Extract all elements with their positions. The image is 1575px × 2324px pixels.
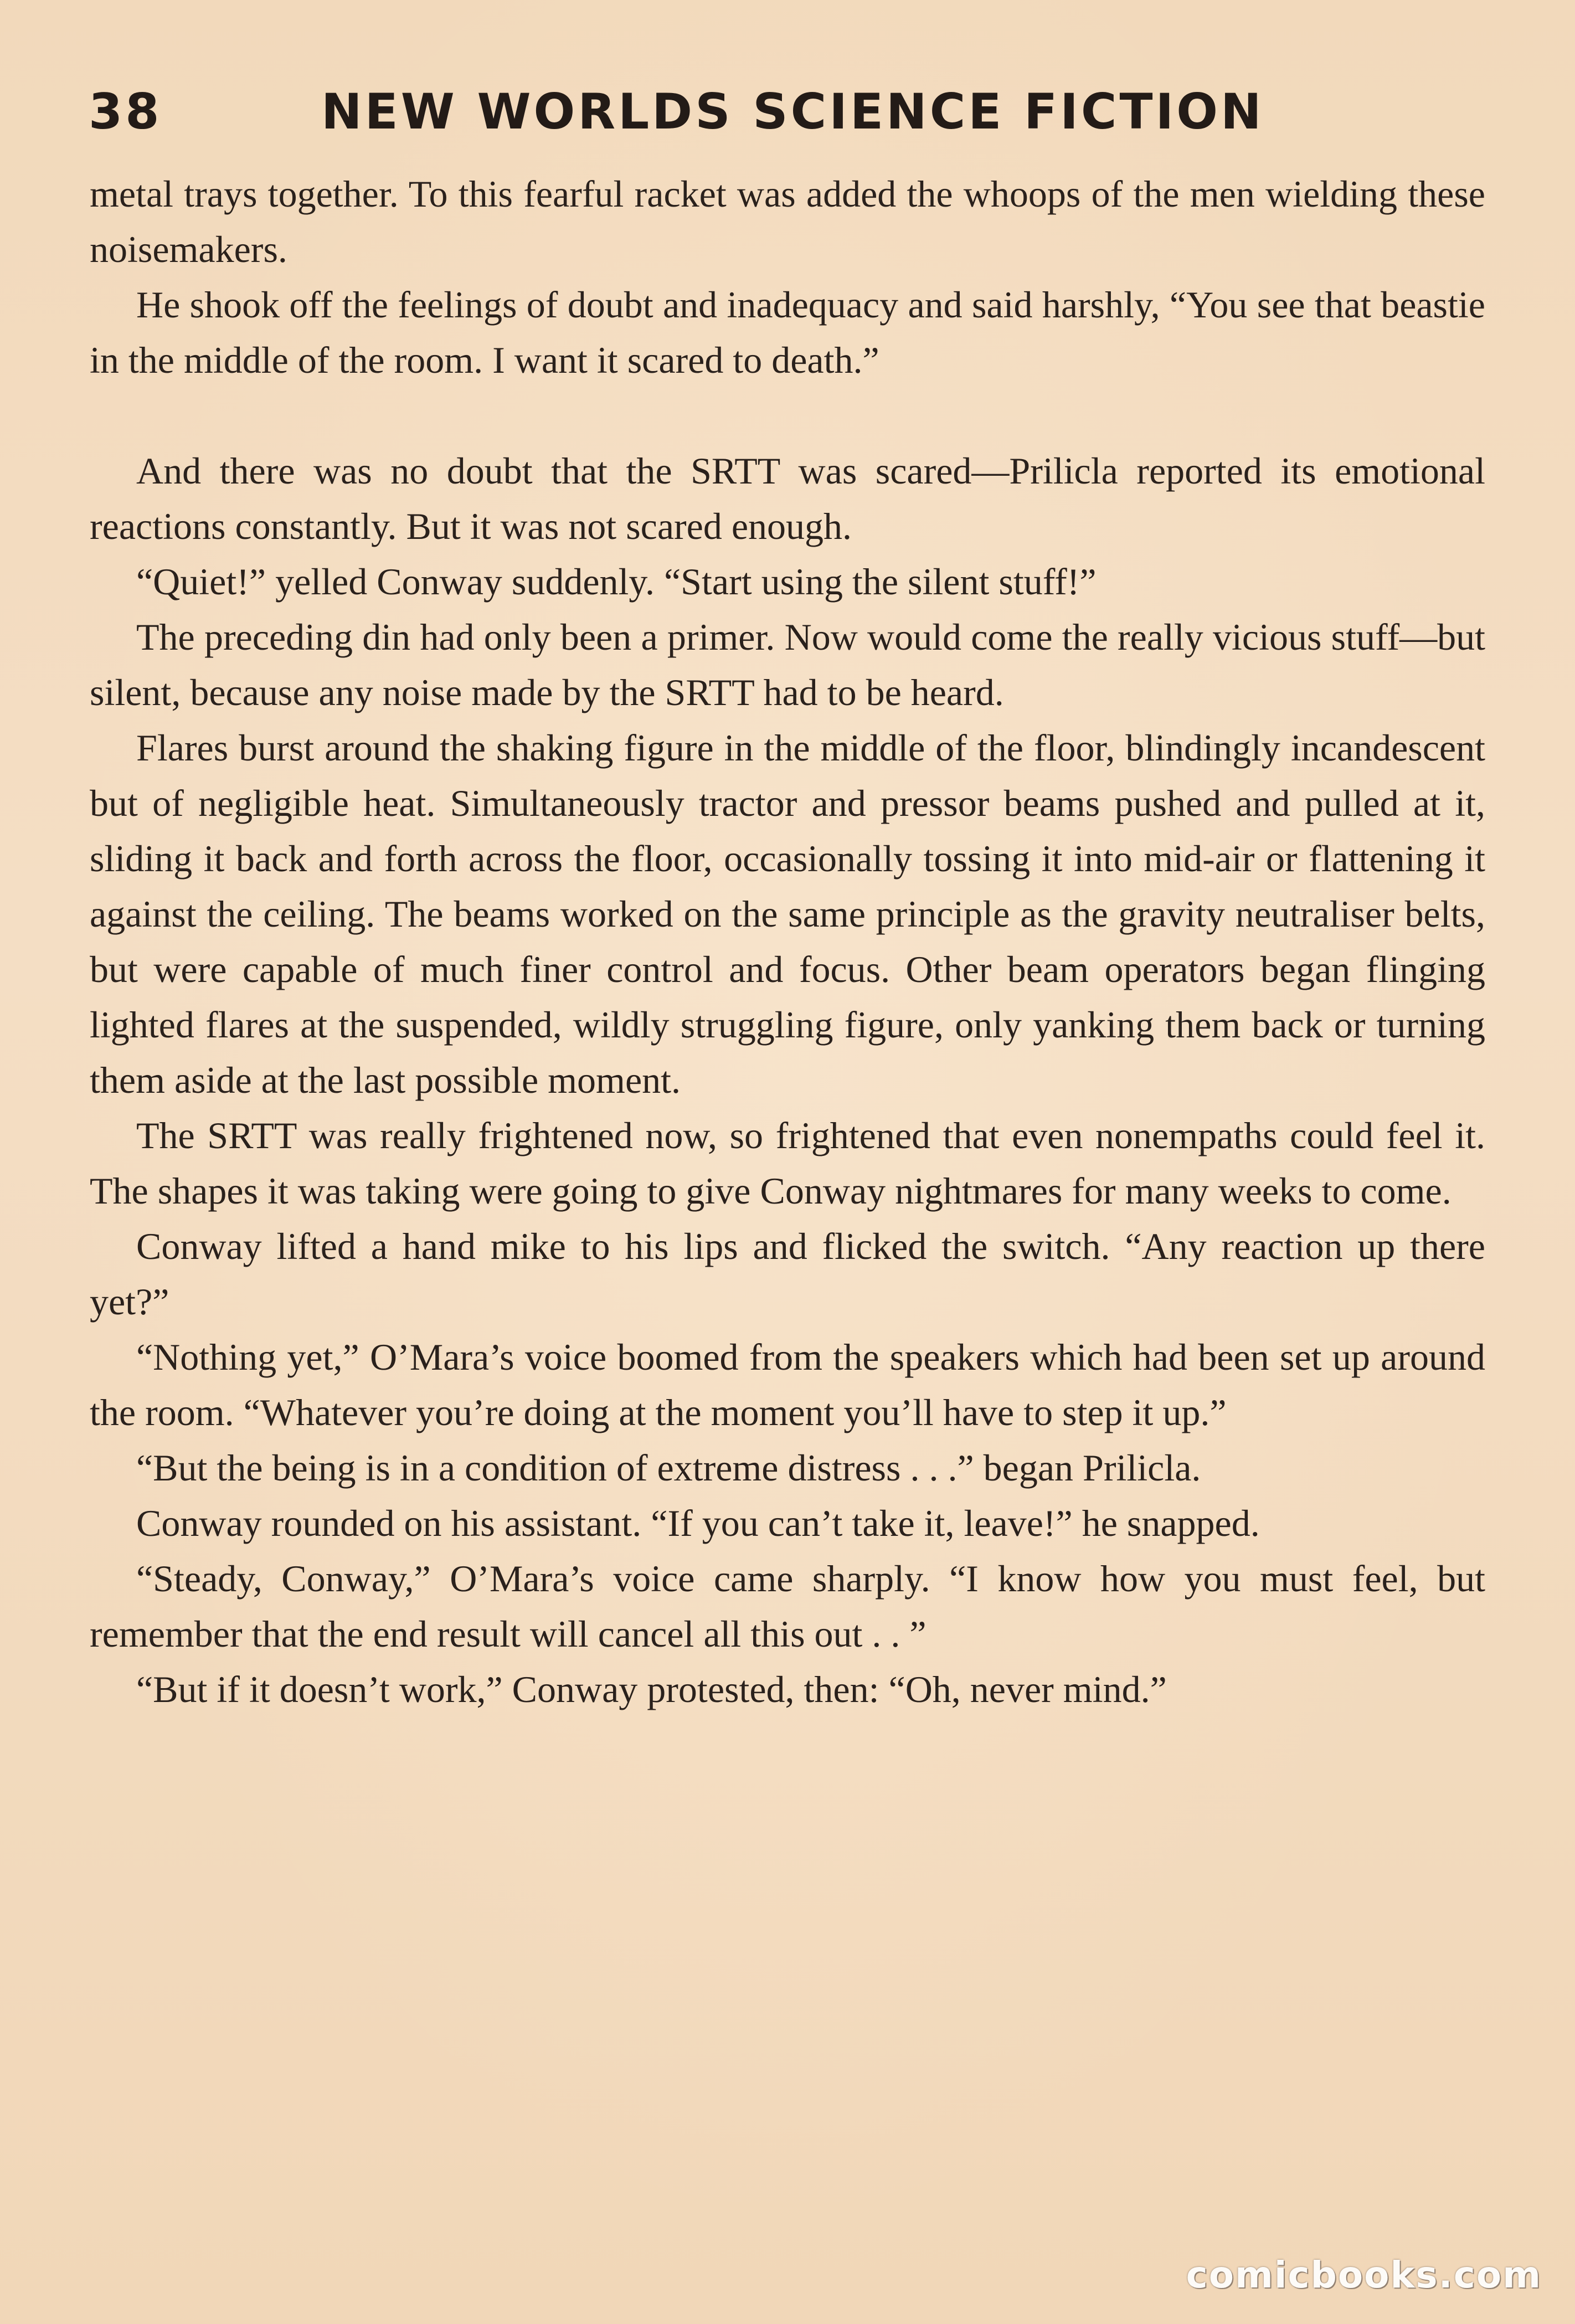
paragraph: “But the being is in a condition of extreme distress . . .” began Prilicla. bbox=[136, 1447, 1201, 1489]
page-number: 38 bbox=[89, 83, 162, 140]
paragraph: Conway rounded on his assistant. “If you can’t take it, leave!” he snapped. bbox=[136, 1502, 1260, 1544]
paragraph: “Quiet!” yelled Conway suddenly. “Start using the silent stuff!” bbox=[136, 561, 1097, 603]
paragraph: The preceding din had only been a primer. Now would come the really vicious stuff—but silent, because any noise made by the SRTT had to be heard. bbox=[90, 616, 1485, 713]
paragraph: He shook off the feelings of doubt and inadequacy and said harshly, “You see that beastie in the middle of the room. I want it scared to death.” bbox=[90, 284, 1485, 381]
paragraph: metal trays together. To this fearful racket was added the whoops of the men wielding these noisemakers. bbox=[90, 173, 1485, 270]
running-title: NEW WORLDS SCIENCE FICTION bbox=[321, 83, 1264, 140]
paragraph: The SRTT was really frightened now, so frightened that even nonempaths could feel it. The shapes it was taking were going to give Conway nightmares for many weeks to come. bbox=[90, 1114, 1485, 1212]
paragraph: Conway lifted a hand mike to his lips and flicked the switch. “Any reaction up there yet?” bbox=[90, 1225, 1485, 1323]
body-text bbox=[90, 166, 1485, 1717]
watermark-logo: comicbooks.com bbox=[1186, 2254, 1542, 2296]
paragraph: “But if it doesn’t work,” Conway protested, then: “Oh, never mind.” bbox=[136, 1668, 1167, 1710]
page-header bbox=[89, 83, 1495, 155]
paragraph: “Nothing yet,” O’Mara’s voice boomed from the speakers which had been set up around the room. “Whatever you’re doing at the moment you’ll have to step it up.” bbox=[90, 1336, 1485, 1433]
paragraph: Flares burst around the shaking figure in the middle of the floor, blindingly incandescent but of negligible heat. Simultaneously tractor and pressor beams pushed and pulled at it, sliding it back and forth across the floor, occasionally tossing it into mid-air or flattening it against the ceiling. The beams worked on the same principle as the gravity neutraliser belts, but were capable of much finer control and focus. Other beam operators began flinging lighted flares at the suspended, wildly struggling figure, only yanking them back or turning them aside at the last possible moment. bbox=[90, 727, 1485, 1101]
paragraph: And there was no doubt that the SRTT was scared—Prilicla reported its emotional reactions constantly. But it was not scared enough. bbox=[90, 450, 1485, 547]
paragraph: “Steady, Conway,” O’Mara’s voice came sharply. “I know how you must feel, but remember that the end result will cancel all this out . . ” bbox=[90, 1557, 1485, 1655]
